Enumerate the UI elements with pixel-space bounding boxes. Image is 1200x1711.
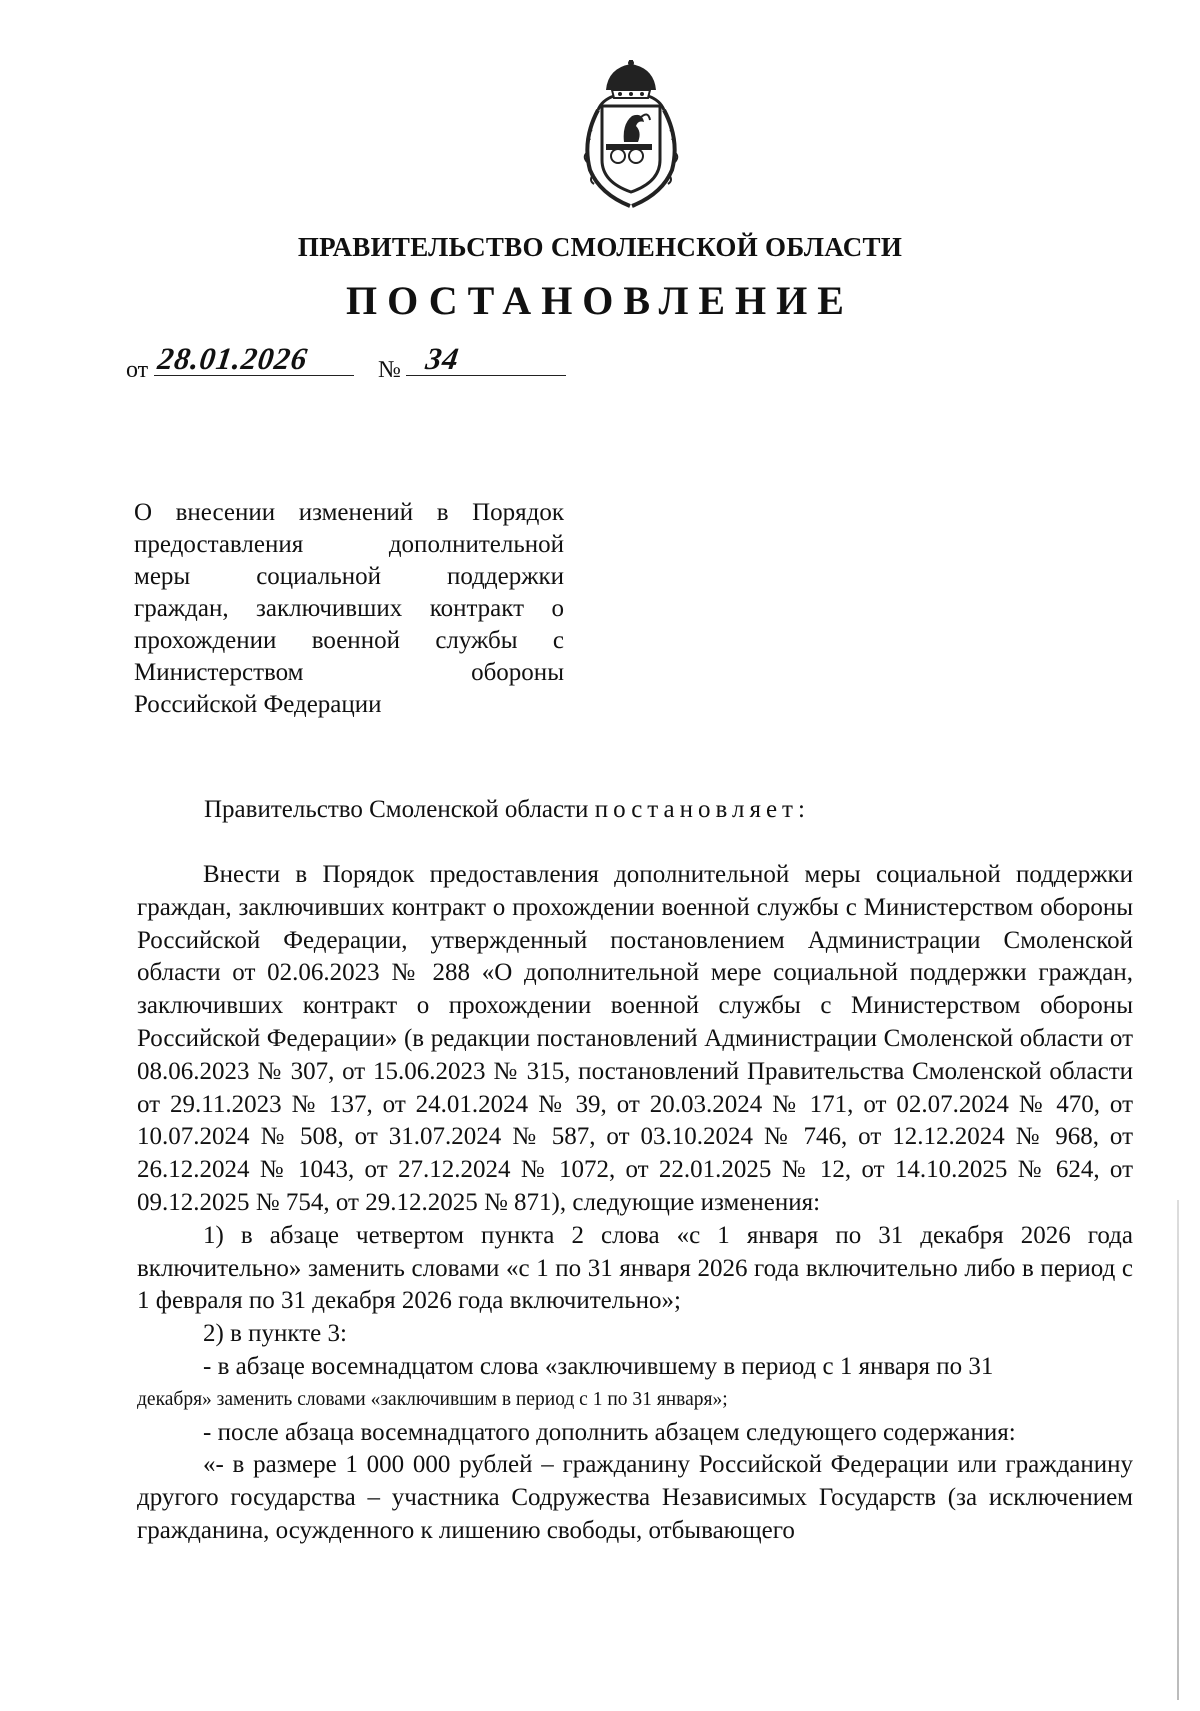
body-paragraph: декабря» заменить словами «заключившим в период с 1 по 31 января»; xyxy=(137,1388,728,1410)
handwritten-date: 28.01.2026 xyxy=(155,341,311,376)
number-label: № xyxy=(378,357,401,383)
body-paragraph: «- в размере 1 000 000 рублей – гражданину Российской Федерации или гражданину другого государства – участника Содружества Независимых Государств (за исключением гражданина, осужденного к лишению свободы, отбывающего xyxy=(137,1451,1133,1544)
handwritten-number: 34 xyxy=(423,341,462,376)
subject-line: граждан, заключивших контракт о xyxy=(134,595,564,622)
preamble xyxy=(204,796,810,824)
body-paragraph: 2) в пункте 3: xyxy=(203,1320,347,1348)
subject-line: предоставления дополнительной xyxy=(134,531,564,558)
issuing-authority: ПРАВИТЕЛЬСТВО СМОЛЕНСКОЙ ОБЛАСТИ xyxy=(297,232,903,262)
subject-line: Российской Федерации xyxy=(134,691,382,718)
document-subject xyxy=(134,497,564,721)
date-number-line xyxy=(126,341,566,385)
preamble-lead: Правительство Смоленской области xyxy=(204,796,589,823)
scan-edge xyxy=(1177,1200,1179,1700)
subject-line: прохождении военной службы с xyxy=(134,627,564,654)
document-body xyxy=(137,859,1133,1548)
subject-line: О внесении изменений в Порядок xyxy=(134,499,564,526)
subject-line: Министерством обороны xyxy=(134,659,564,686)
preamble-resolves: постановляет: xyxy=(594,796,810,823)
body-paragraph: - в абзаце восемнадцатом слова «заключившему в период с 1 января по 31 xyxy=(203,1352,994,1380)
coat-of-arms-icon xyxy=(572,60,690,208)
body-paragraph: Внести в Порядок предоставления дополнительной меры социальной поддержки граждан, заключивших контракт о прохождении военной службы с Министерством обороны Российской Федерации, утвержденный постановлением Администрации Смоленской области от 02.06.2023 № 288 «О дополнительной мере социальной поддержки граждан, заключивших контракт о прохождении военной службы с Министерством обороны Российской Федерации» (в редакции постановлений Администрации Смоленской области от 08.06.2023 № 307, от 15.06.2023 № 315, постановлений Правительства Смоленской области от 29.11.2023 № 137, от 24.01.2024 № 39, от 20.03.2024 № 171, от 02.07.2024 № 470, от 10.07.2024 № 508, от 31.07.2024 № 587, от 03.10.2024 № 746, от 12.12.2024 № 968, от 26.12.2024 № 1043, от 27.12.2024 № 1072, от 22.01.2025 № 12, от 14.10.2025 № 624, от 09.12.2025 № 754, от 29.12.2025 № 871), следующие изменения: xyxy=(137,861,1133,1216)
body-paragraph: 1) в абзаце четвертом пункта 2 слова «с 1 января по 31 декабря 2026 года включительно» заменить словами «с 1 по 31 января 2026 года включительно либо в период с 1 февраля по 31 декабря 2026 года включительно»; xyxy=(137,1221,1133,1315)
body-paragraph: - после абзаца восемнадцатого дополнить абзацем следующего содержания: xyxy=(203,1418,1016,1446)
date-label: от xyxy=(126,357,149,383)
document-type-title: ПОСТАНОВЛЕНИЕ xyxy=(346,278,854,323)
subject-line: меры социальной поддержки xyxy=(134,563,564,590)
